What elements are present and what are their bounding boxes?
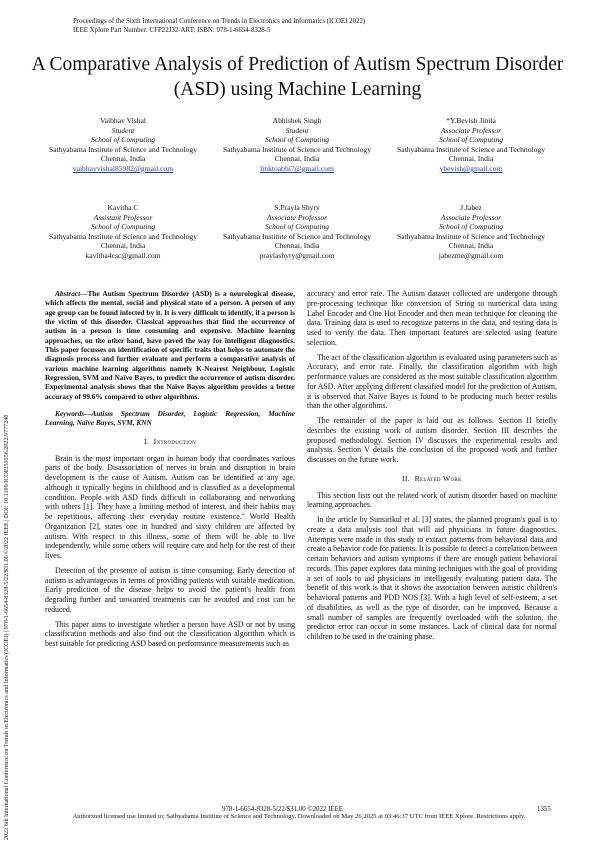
abstract bbox=[45, 289, 295, 401]
author-location: Chennai, India bbox=[100, 241, 146, 251]
intro-paragraph: Brain is the most important organ in human body that coordinates various parts of the body. Disassociation of nerves in brain and disruption in brain development is the cause of Autism. Autism can be identified at any age, although it typically begins in childhood and is classified as a developmental condition. People with ASD finds difficult in collaborating and networking with others [1]. They have a limiting method of interest, and their habits may be repetitious, affecting their everyday routine existence." World Health Organization [2], states one in hundred and sixty children are affected by autism. With respect to this illness, some of them will be able to live independently, while some others will require care and help for the rest of their lives. bbox=[45, 453, 295, 561]
intro-paragraph: The act of the classification algorithm is evaluated using parameters such as Accuracy, and error rate. Finally, the classification algorithm with high performance values are considered as the most suitable classification algorithm for ASD. After applying different classified model for the prediction of Autism, it is observed that Naïve Bayes is found to be producing much better results than the other algorithms. bbox=[307, 352, 557, 411]
author-name: Abhishek Singh bbox=[272, 116, 322, 125]
author-inst: Sathyabama Institute of Science and Technology bbox=[49, 231, 197, 241]
section-heading-related-work: II. Related Work bbox=[402, 473, 462, 483]
author-name: J.Jabez bbox=[460, 203, 482, 212]
author-role: Assistant Professor bbox=[93, 212, 153, 222]
author-dept: School of Computing bbox=[264, 222, 330, 232]
author-inst: Sathyabama Institute of Science and Technology bbox=[397, 231, 545, 241]
author-inst: Sathyabama Institute of Science and Technology bbox=[223, 231, 371, 241]
related-paragraph: This section lists out the related work of autism disorder based on machine learning approaches. bbox=[307, 490, 557, 510]
author-role: Student bbox=[285, 125, 309, 135]
intro-paragraph: accuracy and error rate. The Autism dataset collected are undergone through pre-processing technique like conversion of String to numerical data using Label Encoder and One Hot Encoder and then mean technique for cleaning the data. Training data is used to recognize patterns in the data, and testing data is used to verify the data. Then important features are selected using feature selection. bbox=[307, 289, 557, 347]
author-dept: School of Computing bbox=[90, 135, 156, 145]
author-location: Chennai, India bbox=[448, 154, 494, 164]
author-email: jabezme@gmail.com bbox=[438, 250, 504, 260]
keywords: Keywords—Autism Spectrum Disorder, Logistic Regression, Machine Learning, Naïve Bayes, SVM, KNN bbox=[45, 409, 295, 428]
author-location: Chennai, India bbox=[274, 154, 320, 164]
paper-title: A Comparative Analysis of Prediction of Autism Spectrum Disorder (ASD) using Machine Learning bbox=[31, 54, 564, 100]
author-role: Associate Professor bbox=[440, 212, 502, 222]
author-role: Associate Professor bbox=[440, 125, 502, 135]
intro-paragraph: This paper aims to investigate whether a person have ASD or not by using classification methods and also find out the classification algorithm which is best suitable for predicting ASD based on performance measurements such as bbox=[45, 619, 295, 649]
author-email: praylashyry@gmail.com bbox=[259, 250, 335, 260]
author-inst: Sathyabama Institute of Science and Technology bbox=[397, 144, 545, 154]
header-proceedings: Proceedings of the Sixth International Conference on Trends in Electronics and Informatics (ICOEI 2022) bbox=[73, 18, 366, 25]
author-dept: School of Computing bbox=[438, 222, 504, 232]
author-name: S.Prayla Shyry bbox=[274, 203, 320, 212]
author-inst: Sathyabama Institute of Science and Technology bbox=[223, 144, 371, 154]
author-block bbox=[386, 203, 556, 261]
author-block bbox=[212, 203, 382, 261]
author-role: Student bbox=[111, 125, 135, 135]
doi-sidebar: 2022 6th International Conference on Trends in Electronics and Informatics (ICOEI) | 978-1-6654-8328-5/22/$31.00 ©2022 IEEE | DOI: 10.1109/ICOEI53556.2022.9777240 bbox=[4, 414, 10, 840]
author-location: Chennai, India bbox=[274, 241, 320, 251]
author-block bbox=[386, 116, 556, 174]
author-block bbox=[38, 203, 208, 261]
author-name: *Y.Bevish Jinila bbox=[446, 116, 496, 125]
author-location: Chennai, India bbox=[448, 241, 494, 251]
intro-paragraph: The remainder of the paper is laid out as follows. Section II briefly describes the existing work of autism disorder. Section III describes the proposed methodology. Section IV discusses the experimental results and analysis. Section V details the conclusion of the proposed work and further discusses on the future work. bbox=[307, 416, 557, 464]
footer-price: 978-1-6654-8328-5/22/$31.00 ©2022 IEEE bbox=[222, 806, 344, 813]
intro-paragraph: Detection of the presence of autism is time consuming. Early detection of autism is advantageous in terms of providing patients with suitable medication. Early prediction of the disease helps to avoid the patient's health from degrading further and unwanted treatments can be avoided and cost can be reduced. bbox=[45, 565, 295, 614]
author-location: Chennai, India bbox=[100, 154, 146, 164]
author-block bbox=[212, 116, 382, 174]
author-name: Vaibhav Vishal bbox=[99, 116, 146, 125]
section-heading-introduction: I. Introduction bbox=[144, 436, 196, 446]
author-email-link[interactable]: vaibhavvishal85982@gmail.com bbox=[72, 163, 174, 173]
author-inst: Sathyabama Institute of Science and Technology bbox=[49, 144, 197, 154]
page-header bbox=[73, 17, 365, 35]
author-email-link[interactable]: linktoabhi7@gmail.com bbox=[260, 163, 334, 173]
abstract-label: Abstract— bbox=[55, 289, 88, 298]
footer-page-number: 1355 bbox=[537, 806, 551, 813]
related-paragraph: In the article by Sunsirikul et al. [3] states, the planned program's goal is to create a data analysis tool that will aid physicians in future diagnostics. Attempts were made in this study to extract patterns from behavioral data and create a behavior code for patients. It is possible to detect a correlation between certain behaviors and autism symptoms if there are enough patient behavioral records. This paper explores data mining techniques with the goal of providing a set of tools to aid physicians in intelligently evaluating patient data. The benefit of this work is that it shows the association between autistic children's behavioral patterns and PDD NOS [3]. With a high level of self-esteem, a set of disabilities, as well as the type of disorder, can be improved. Because a small number of samples are frequently overloaded with the solution, the predictor error can occur in some instances. Lack of clinical data for normal children to be used in the training phase. bbox=[307, 515, 557, 641]
author-dept: School of Computing bbox=[264, 135, 330, 145]
author-email-link[interactable]: ybevish@gmail.com bbox=[439, 163, 503, 173]
author-dept: School of Computing bbox=[438, 135, 504, 145]
left-column bbox=[45, 289, 295, 654]
header-part-number: IEEE Xplore Part Number: CFP22J32-ART; ISBN: 978-1-6654-8328-5 bbox=[73, 27, 271, 34]
author-block bbox=[38, 116, 208, 174]
right-column bbox=[307, 289, 557, 647]
footer-license: Authorized licensed use limited to: Sathyabama Institute of Science and Technology. Downloaded on May 26,2025 at 03:46:37 UTC from IEEE Xplore. Restrictions apply. bbox=[72, 813, 526, 820]
author-role: Associate Professor bbox=[266, 212, 328, 222]
author-dept: School of Computing bbox=[90, 222, 156, 232]
author-name: Kavitha.C bbox=[107, 203, 139, 212]
author-email: kavitha4csc@gmail.com bbox=[85, 250, 161, 260]
abstract-text: The Autism Spectrum Disorder (ASD) is a neurological disease, which affects the mental, social and physical state of a person. A person of any age group can be found infected by it. It is very difficult to identify, if a person is the victim of this disorder. Classical approaches that find the occurrence of autism in a person is time consuming and expensive. Machine learning approaches, on the other hand, have paved the way for intelligent diagnostics. This paper focusses on identification of specific traits that helps to automate the diagnosis process and further evaluate and perform a comparative analysis of various machine learning algorithms namely K-Nearest Neighbour, Logistic Regression, SVM and Naïve Bayes, to predict the occurrence of autism disorder. Experimental analysis shows that the Naïve Bayes algorithm provides a better accuracy of 99.6% compared to other algorithms. bbox=[45, 289, 295, 401]
